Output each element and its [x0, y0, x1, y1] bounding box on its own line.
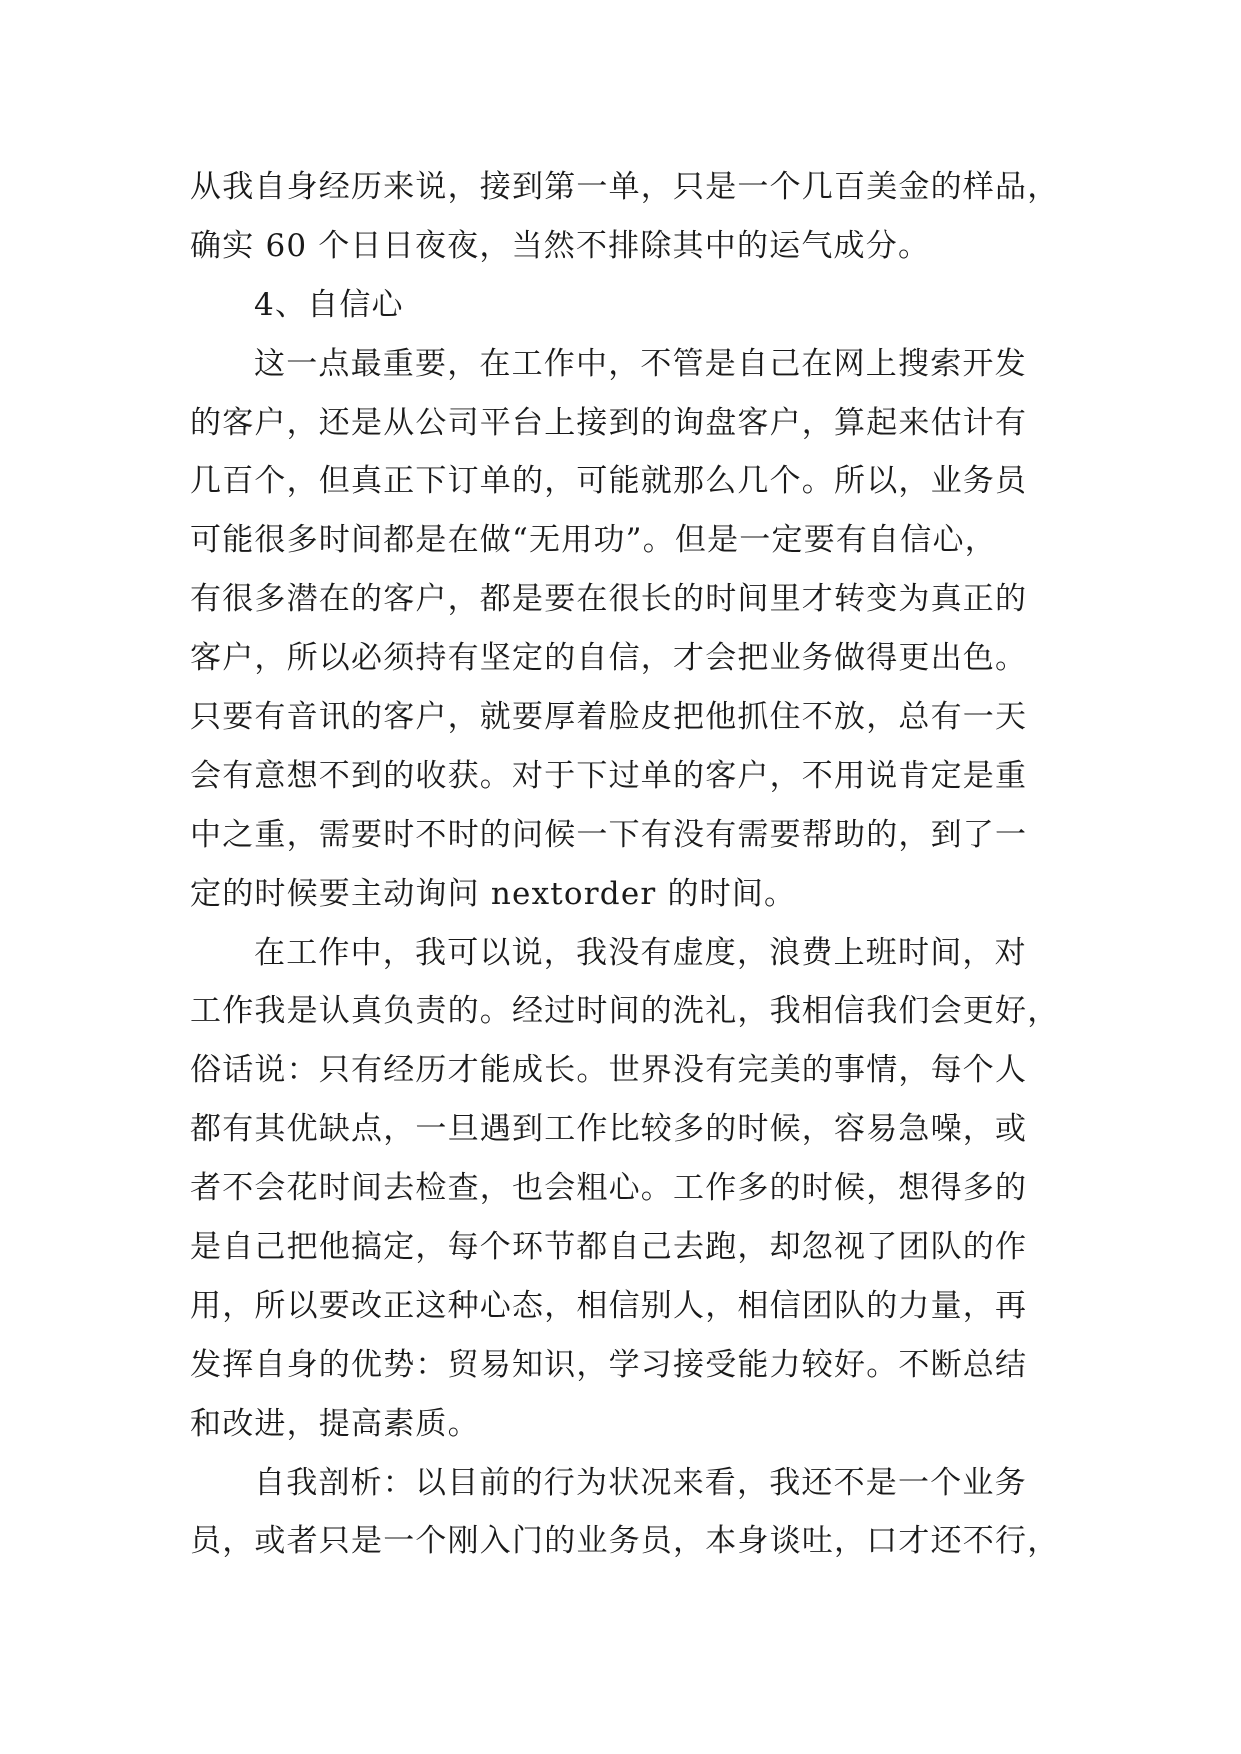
- text-line: 用，所以要改正这种心态，相信别人，相信团队的力量，再: [190, 1287, 1028, 1324]
- text-line: 发挥自身的优势：贸易知识，学习接受能力较好。不断总结: [190, 1346, 1028, 1383]
- text-line: 有很多潜在的客户，都是要在很长的时间里才转变为真正的: [190, 581, 1028, 618]
- text-line: 几百个，但真正下订单的，可能就那么几个。所以，业务员: [190, 463, 1028, 500]
- text-line: 确实 60 个日日夜夜，当然不排除其中的运气成分。: [190, 227, 931, 264]
- text-line: 员，或者只是一个刚入门的业务员，本身谈吐，口才还不行，: [190, 1523, 1060, 1560]
- text-line: 工作我是认真负责的。经过时间的洗礼，我相信我们会更好，: [190, 993, 1060, 1030]
- text-line: 4、自信心: [254, 286, 404, 323]
- text-line: 者不会花时间去检查，也会粗心。工作多的时候，想得多的: [190, 1170, 1028, 1207]
- text-line: 中之重，需要时不时的问候一下有没有需要帮助的，到了一: [190, 816, 1028, 853]
- text-line: 在工作中，我可以说，我没有虚度，浪费上班时间，对: [254, 934, 1027, 971]
- text-line: 和改进，提高素质。: [190, 1405, 480, 1442]
- text-line: 的客户，还是从公司平台上接到的询盘客户，算起来估计有: [190, 404, 1028, 441]
- text-line: 会有意想不到的收获。对于下过单的客户，不用说肯定是重: [190, 757, 1028, 794]
- text-line: 客户，所以必须持有坚定的自信，才会把业务做得更出色。: [190, 640, 1028, 677]
- text-line: 可能很多时间都是在做“无用功”。但是一定要有自信心，: [190, 522, 997, 559]
- text-line: 俗话说：只有经历才能成长。世界没有完美的事情，每个人: [190, 1052, 1028, 1089]
- text-line: 定的时候要主动询问 nextorder 的时间。: [190, 875, 797, 912]
- text-line: 从我自身经历来说，接到第一单，只是一个几百美金的样品，: [190, 169, 1060, 205]
- document-body: [190, 158, 1070, 1571]
- text-line: 是自己把他搞定，每个环节都自己去跑，却忽视了团队的作: [190, 1229, 1028, 1266]
- text-line: 都有其优缺点，一旦遇到工作比较多的时候，容易急噪，或: [190, 1111, 1028, 1148]
- text-line: 自我剖析：以目前的行为状况来看，我还不是一个业务: [254, 1464, 1027, 1501]
- text-line: 这一点最重要，在工作中，不管是自己在网上搜索开发: [254, 345, 1027, 382]
- text-line: 只要有音讯的客户，就要厚着脸皮把他抓住不放，总有一天: [190, 699, 1028, 736]
